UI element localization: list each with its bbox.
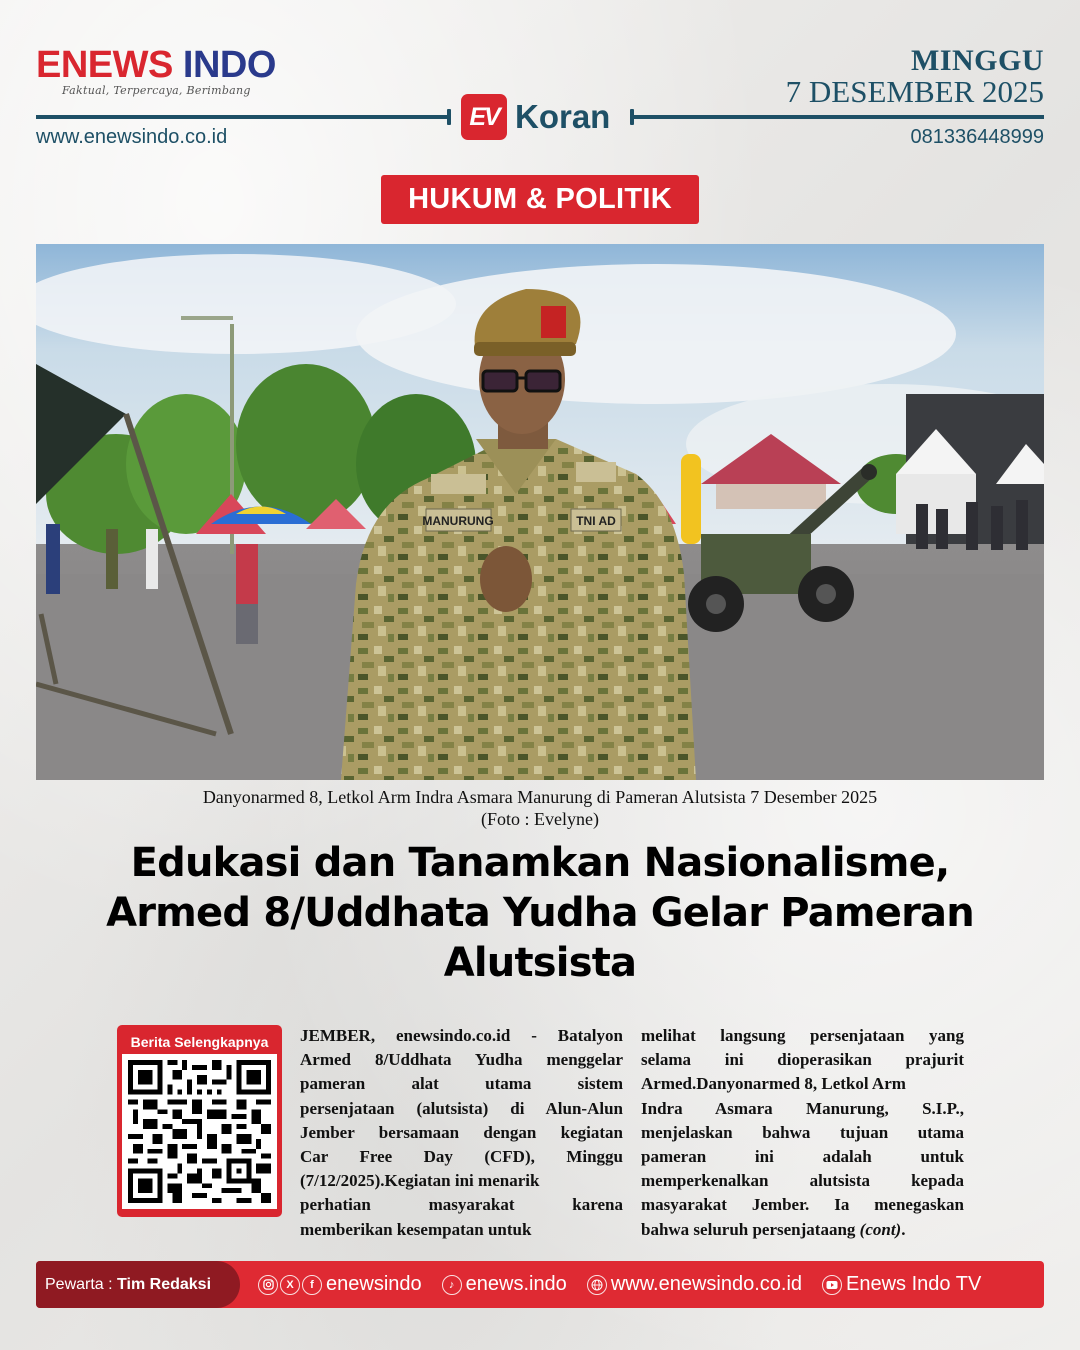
- social-label: enews.indo: [465, 1273, 567, 1295]
- globe-icon[interactable]: [587, 1275, 607, 1295]
- youtube-icon[interactable]: [822, 1275, 842, 1295]
- article-line: melihat langsung persenjataan yang: [641, 1026, 964, 1045]
- social-youtube[interactable]: [822, 1273, 981, 1296]
- caption-credit: (Foto : Evelyne): [481, 809, 599, 829]
- article-line: (7/12/2025).Kegiatan ini menarik: [300, 1171, 540, 1191]
- facebook-icon[interactable]: f: [302, 1275, 322, 1295]
- svg-text:MANURUNG: MANURUNG: [422, 514, 494, 528]
- article-line: persenjataan (alutsista) di Alun-Alun: [300, 1098, 623, 1118]
- edition-badge: [461, 94, 610, 140]
- tiktok-icon[interactable]: ♪: [442, 1275, 462, 1295]
- edition-label: Koran: [515, 98, 611, 135]
- photo-illustration: [36, 244, 1044, 780]
- x-icon[interactable]: X: [280, 1275, 300, 1295]
- header-divider-left: [36, 115, 449, 119]
- svg-text:TNI AD: TNI AD: [576, 514, 616, 528]
- reporter-label: Pewarta :: [45, 1275, 113, 1293]
- headline-line1: Edukasi dan Tanamkan Nasionalisme,: [130, 840, 950, 886]
- social-label: Enews Indo TV: [846, 1273, 982, 1295]
- social-label: enewsindo: [326, 1273, 422, 1295]
- qr-code-card[interactable]: [117, 1025, 282, 1217]
- phone-number: 081336448999: [910, 126, 1044, 148]
- continue-link[interactable]: (cont): [859, 1219, 902, 1239]
- article-photo: [36, 244, 1044, 780]
- qr-title: Berita Selengkapnya: [130, 1034, 269, 1050]
- instagram-icon[interactable]: [258, 1275, 278, 1295]
- article-line: Armed 8/Uddhata Yudha menggelar: [300, 1050, 623, 1070]
- caption-line1: Danyonarmed 8, Letkol Arm Indra Asmara Manurung di Pameran Alutsista 7 Desember 2025: [202, 787, 878, 807]
- article-line: memperkenalkan alutsista kepada: [641, 1171, 964, 1191]
- article-column-right: [641, 1024, 964, 1242]
- article-line: pameran alat utama sistem: [300, 1074, 623, 1094]
- brand-logo: [36, 46, 276, 84]
- social-tiktok[interactable]: [442, 1273, 567, 1296]
- article-line: Car Free Day (CFD), Minggu: [300, 1146, 623, 1166]
- divider-cap-left: [447, 109, 451, 125]
- category-badge: HUKUM & POLITIK: [381, 175, 699, 224]
- social-website[interactable]: [587, 1273, 802, 1296]
- article-line-final: bahwa seluruh persenjataang (cont).: [641, 1219, 906, 1239]
- article-line: pameran ini adalah untuk: [641, 1146, 964, 1166]
- header-divider-right: [632, 115, 1044, 119]
- article-column-left: [300, 1024, 623, 1242]
- article-line: menjelaskan bahwa tujuan utama: [641, 1122, 964, 1142]
- headline-line2: Armed 8/Uddhata Yudha Gelar Pameran: [106, 890, 974, 936]
- reporter-name: Tim Redaksi: [117, 1275, 212, 1293]
- social-links: [258, 1273, 1001, 1296]
- photo-caption: [36, 786, 1044, 830]
- brand-tagline: Faktual, Terpercaya, Berimbang: [62, 84, 251, 97]
- article-line: Indra Asmara Manurung, S.I.P.,: [641, 1098, 964, 1118]
- article-headline: [36, 838, 1044, 988]
- headline-line3: Alutsista: [443, 940, 637, 986]
- article-line: perhatian masyarakat karena: [300, 1195, 623, 1215]
- issue-day: MINGGU: [911, 44, 1044, 77]
- article-line: masyarakat Jember. Ia menegaskan: [641, 1195, 964, 1215]
- footer-bar: [36, 1261, 1044, 1308]
- social-label: www.enewsindo.co.id: [610, 1273, 803, 1295]
- article-line: Jember bersamaan dengan kegiatan: [300, 1122, 623, 1142]
- brand-part1: ENEWS: [36, 44, 173, 86]
- qr-code-icon[interactable]: [122, 1054, 277, 1209]
- article-line: memberikan kesempatan untuk: [300, 1219, 532, 1239]
- article-line: bahwa seluruh persenjataang: [641, 1219, 856, 1239]
- article-line: selama ini dioperasikan prajurit: [641, 1050, 964, 1070]
- website-link[interactable]: www.enewsindo.co.id: [36, 126, 228, 148]
- social-enewsindo[interactable]: [258, 1273, 422, 1296]
- reporter-credit: [36, 1261, 240, 1308]
- ev-logo-icon: EV: [461, 94, 507, 140]
- brand-part2: INDO: [182, 44, 276, 86]
- article-line: JEMBER, enewsindo.co.id - Batalyon: [300, 1026, 623, 1045]
- article-line: Armed.Danyonarmed 8, Letkol Arm: [641, 1074, 906, 1094]
- issue-date: 7 DESEMBER 2025: [785, 74, 1044, 109]
